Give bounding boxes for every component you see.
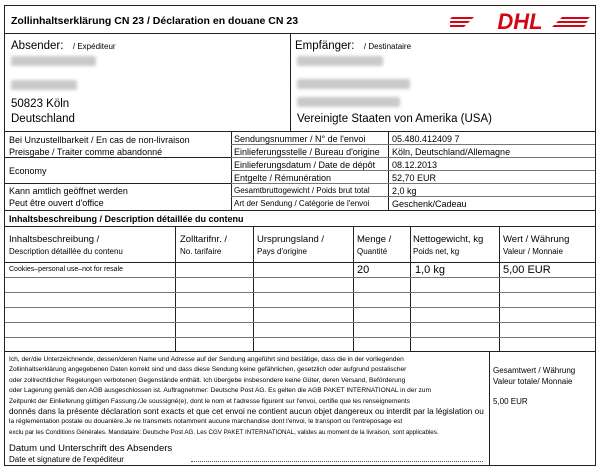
column-tariff-sub: No. tarifaire [180,247,222,256]
origin-office-label: Einlieferungsstelle / Bureau d'origine [234,147,380,157]
item-net-weight: 1,0 kg [415,264,445,276]
total-value-label: Gesamtwert / Währung [493,366,576,375]
gross-weight-label: Gesamtbruttogewicht / Poids brut total [234,186,370,195]
column-net-weight-sub: Poids net, kg [413,247,460,256]
sender-label-group [11,36,116,54]
declaration-line: donnés dans la présente déclaration sont exacts et que cet envoi ne contient aucun objet dangereux ou interdit par la législation ou [9,407,484,417]
form-title: Zollinhaltserklärung CN 23 / Déclaration en douane CN 23 [11,15,299,27]
recipient-label-fr: / Destinataire [363,42,412,51]
shipment-number-label: Sendungsnummer / N° de l'envoi [234,134,366,144]
sender-street-redacted [11,80,77,90]
declaration-line: la réglementation postale ou douanière.Je ne transmets notamment aucune marchandise dont l'envoi, le transport ou l'entreposage est [9,418,403,426]
total-value: 5,00 EUR [493,397,528,406]
column-origin-sub: Pays d'origine [257,247,307,256]
contents-section-title: Inhaltsbeschreibung / Description détaillée du contenu [9,214,244,224]
shipment-category-value: Geschenk/Cadeau [392,199,467,209]
declaration-line: oder Lagerung gemäß den AGB ausgeschlossen ist. Auftragnehmer: Deutsche Post AG. Es gelten die AGB PAKET INTERNATIONAL in der zum [9,387,431,395]
abandon-option: Preisgabe / Traiter comme abandonné [9,147,163,157]
item-description: Cookies–personal use–not for resale [9,266,124,273]
sender-city: 50823 Köln [11,98,70,110]
sender-name-redacted [11,56,96,66]
fee-label: Entgelte / Rémunération [234,173,332,183]
column-value-sub: Valeur / Monnaie [503,247,563,256]
column-description-sub: Description détaillée du contenu [9,247,123,256]
shipment-category-label: Art der Sendung / Catégorie de l'envoi [234,199,370,208]
recipient-label-group [295,36,411,54]
column-header-description [9,234,123,257]
declaration-line: oder zollrechtlicher Regelungen verbotenen Gegenstände enthält. Ich übergebe insbesondere keine Güter, deren Versand, Beförderung [9,376,406,384]
column-quantity-label: Menge / [357,234,392,245]
recipient-label: Empfänger: [295,40,355,52]
dhl-logo-text: DHL [497,9,543,32]
column-header-quantity [357,234,391,257]
column-origin-label: Ursprungsland / [257,234,325,245]
recipient-name-redacted [297,56,383,66]
signature-label-fr: Date et signature de l'expéditeur [9,455,124,464]
item-value: 5,00 EUR [503,264,551,276]
declaration-text [9,355,487,438]
column-net-weight-label: Nettogewicht, kg [413,234,484,245]
gross-weight-value: 2,0 kg [392,186,417,196]
column-quantity-sub: Quantité [357,247,388,256]
shipment-number-value: 05.480.412409 7 [392,134,460,144]
recipient-street-redacted [297,79,410,89]
column-header-origin [257,234,324,257]
economy-option: Economy [9,166,47,176]
column-header-tariff [180,234,227,257]
posting-date-label: Einlieferungsdatum / Date de dépôt [234,160,376,170]
recipient-country: Vereinigte Staaten von Amerika (USA) [297,113,492,125]
column-value-label: Wert / Währung [503,234,570,245]
signature-label: Datum und Unterschrift des Absenders [9,443,173,454]
dhl-logo [450,9,590,32]
origin-office-value: Köln, Deutschland/Allemagne [392,147,511,157]
opened-label-de: Kann amtlich geöffnet werden [9,186,128,196]
opened-label-fr: Peut être ouvert d'office [9,198,104,208]
total-value-label-fr: Valeur totale/ Monnaie [493,377,573,386]
recipient-city-redacted [297,97,400,107]
column-header-value [503,234,569,257]
item-quantity: 20 [357,264,370,276]
column-tariff-label: Zolltarifnr. / [180,234,227,245]
column-description-label: Inhaltsbeschreibung / [9,234,100,245]
fee-value: 52,70 EUR [392,173,437,183]
signature-line [191,461,483,462]
sender-label-fr: / Expéditeur [72,42,116,51]
declaration-line: Zollinhaltserklärung angegebenen Daten korrekt sind und dass diese Sendung keine gefährlichen, gesetzlich oder aufgrund postalischer [9,366,407,374]
declaration-line: exclu par les Conditions Générales. Mandataire: Deutsche Post AG. Les CGV PAKET INTERNATIONAL, valides au moment de la livraison, sont applicables. [9,428,439,436]
column-header-net-weight [413,234,483,257]
customs-declaration-form [4,5,596,466]
declaration-line: Ich, der/die Unterzeichnende, dessen/deren Name und Adresse auf der Sendung angeführt sind bestätige, dass die in der vorliegenden [9,356,404,363]
undeliverable-label: Bei Unzustellbarkeit / En cas de non-livraison [9,135,190,145]
declaration-line: Zeitpunkt der Einlieferung gültigen Fassung./Je soussigné(e), dont le nom et l'adresse figurent sur l'envoi, certifie que les renseignements [9,397,410,405]
posting-date-value: 08.12.2013 [392,160,438,170]
sender-label: Absender: [11,40,64,52]
sender-country: Deutschland [11,113,75,125]
